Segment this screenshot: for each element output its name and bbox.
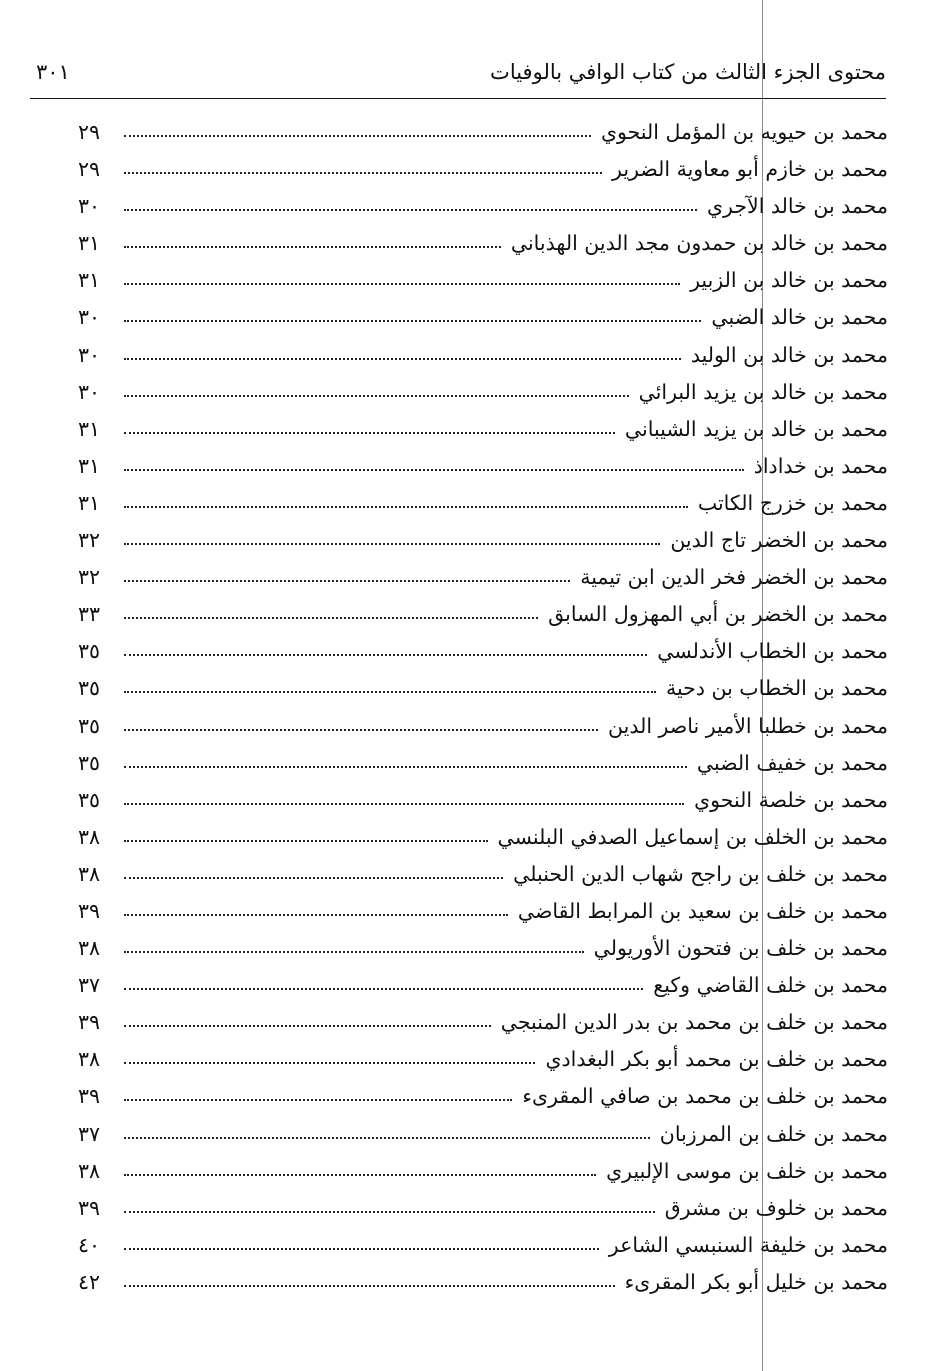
toc-entry-page-number: ٣٥: [78, 639, 101, 664]
toc-dot-leader: [124, 803, 684, 805]
toc-entry-page-number: ٣١: [78, 231, 101, 256]
toc-entry-page-number: ٣٢: [78, 528, 101, 553]
toc-entry-page-number: ٣٩: [78, 1195, 101, 1220]
toc-entry: [78, 157, 888, 194]
toc-entry-name: محمد بن خازم أبو معاوية الضرير: [612, 157, 888, 182]
toc-entry: [78, 862, 888, 899]
toc-dot-leader: [124, 654, 647, 656]
toc-entry-name: محمد بن خلف بن المرزبان: [659, 1121, 888, 1146]
toc-entry-page-number: ٣١: [78, 416, 101, 441]
toc-entry-name: محمد بن خلف بن فتحون الأوريولي: [593, 936, 888, 961]
toc-dot-leader: [124, 691, 656, 693]
toc-dot-leader: [124, 469, 744, 471]
toc-entry-page-number: ٣١: [78, 268, 101, 293]
toc-dot-leader: [124, 840, 488, 842]
toc-dot-leader: [124, 1137, 650, 1139]
toc-entry-name: محمد بن خداداذ: [753, 453, 888, 478]
toc-entry-page-number: ٣١: [78, 490, 101, 515]
toc-dot-leader: [124, 1062, 535, 1064]
toc-entry-name: محمد بن خلف بن محمد أبو بكر البغدادي: [545, 1047, 888, 1072]
toc-entry-name: محمد بن الخضر بن أبي المهزول السابق: [548, 602, 888, 627]
toc-entry: [78, 751, 888, 788]
toc-dot-leader: [124, 246, 501, 248]
toc-dot-leader: [124, 1211, 655, 1213]
toc-dot-leader: [124, 951, 584, 953]
header-title: محتوى الجزء الثالث من كتاب الوافي بالوفيات: [490, 60, 886, 84]
toc-entry-name: محمد بن خلف القاضي وكيع: [653, 973, 888, 998]
toc-entry: [78, 676, 888, 713]
toc-entry-page-number: ٣١: [78, 453, 101, 478]
toc-entry-page-number: ٣٩: [78, 1084, 101, 1109]
toc-entry-page-number: ٣٥: [78, 787, 101, 812]
toc-entry: [78, 825, 888, 862]
toc-entry-name: محمد بن خليل أبو بكر المقرىء: [624, 1269, 888, 1294]
toc-entry-page-number: ٢٩: [78, 120, 101, 144]
toc-dot-leader: [124, 1025, 491, 1027]
header-page-number: ٣٠١: [36, 60, 70, 84]
toc-entry-name: محمد بن الخضر تاج الدين: [670, 528, 888, 553]
toc-entry-page-number: ٣٥: [78, 676, 101, 701]
toc-dot-leader: [124, 1174, 596, 1176]
toc-entry: [78, 268, 888, 305]
toc-dot-leader: [124, 135, 591, 137]
toc-dot-leader: [124, 617, 538, 619]
toc-entry-name: محمد بن حيويه بن المؤمل النحوي: [600, 120, 888, 144]
toc-entry: [78, 343, 888, 380]
toc-entry: [78, 1159, 888, 1196]
toc-entry-name: محمد بن خالد بن حمدون مجد الدين الهذباني: [510, 231, 888, 256]
toc-entry-page-number: ٣٨: [78, 1047, 101, 1072]
toc-entry-page-number: ٣٥: [78, 713, 101, 738]
toc-entry-page-number: ٣٧: [78, 973, 101, 998]
toc-entry: [78, 1196, 888, 1233]
toc-entry-page-number: ٣٣: [78, 602, 101, 627]
toc-entry-page-number: ٢٩: [78, 157, 101, 182]
toc-entry-page-number: ٣٨: [78, 936, 101, 961]
toc-dot-leader: [124, 543, 660, 545]
toc-entry-name: محمد بن خزرج الكاتب: [697, 490, 888, 515]
toc-entry-name: محمد بن خلف بن سعيد بن المرابط القاضي: [517, 898, 888, 923]
toc-entry: [78, 1047, 888, 1084]
toc-entry-page-number: ٣٨: [78, 861, 101, 886]
toc-entry-name: محمد بن خالد بن الزبير: [690, 268, 888, 293]
toc-entry-name: محمد بن الخطاب بن دحية: [665, 676, 888, 701]
toc-entry: [78, 1122, 888, 1159]
toc-entry: [78, 788, 888, 825]
toc-entry-page-number: ٣٨: [78, 1158, 101, 1183]
toc-entry: [78, 194, 888, 231]
toc-dot-leader: [124, 506, 688, 508]
toc-dot-leader: [124, 358, 681, 360]
toc-dot-leader: [124, 172, 602, 174]
toc-dot-leader: [124, 395, 629, 397]
toc-dot-leader: [124, 1099, 512, 1101]
toc-entry-name: محمد بن خطلبا الأمير ناصر الدين: [608, 713, 888, 738]
toc-entry-name: محمد بن خليفة السنبسي الشاعر: [608, 1232, 888, 1257]
toc-entry-page-number: ٣٧: [78, 1121, 101, 1146]
toc-dot-leader: [124, 283, 680, 285]
toc-entry-page-number: ٣٨: [78, 824, 101, 849]
toc-entry-page-number: ٣٢: [78, 565, 101, 590]
toc-dot-leader: [124, 766, 687, 768]
toc-entry-name: محمد بن خالد الآجري: [706, 194, 888, 219]
toc-entry-page-number: ٣٠: [78, 305, 101, 330]
toc-dot-leader: [124, 432, 615, 434]
toc-entry: [78, 899, 888, 936]
page-header: [30, 52, 886, 99]
toc-entry-name: محمد بن الخلف بن إسماعيل الصدفي البلنسي: [497, 824, 888, 849]
toc-entry-name: محمد بن خالد بن الوليد: [690, 342, 888, 367]
toc-entry: [78, 936, 888, 973]
toc-entry-name: محمد بن الخضر فخر الدين ابن تيمية: [580, 565, 888, 590]
toc-dot-leader: [124, 320, 701, 322]
toc-entry: [78, 1233, 888, 1270]
toc-entry-name: محمد بن الخطاب الأندلسي: [657, 639, 888, 664]
toc-entry-page-number: ٣٩: [78, 1010, 101, 1035]
toc-entry: [78, 602, 888, 639]
toc-entry: [78, 380, 888, 417]
toc-entry: [78, 231, 888, 268]
toc-entry-page-number: ٣٠: [78, 379, 101, 404]
toc-entry: [78, 120, 888, 157]
toc-entry-name: محمد بن خلصة النحوي: [694, 787, 888, 812]
toc-dot-leader: [124, 914, 508, 916]
toc-entry-page-number: ٤٢: [78, 1269, 101, 1294]
toc-entry-page-number: ٣٩: [78, 898, 101, 923]
toc-entry: [78, 973, 888, 1010]
toc-entry: [78, 1084, 888, 1121]
toc-dot-leader: [124, 580, 570, 582]
toc-entry-name: محمد بن خلف بن موسى الإلبيري: [606, 1158, 888, 1183]
toc-entry-name: محمد بن خلوف بن مشرق: [664, 1195, 888, 1220]
toc-entry-name: محمد بن خالد الضبي: [711, 305, 888, 330]
toc-dot-leader: [124, 877, 503, 879]
toc-entry-page-number: ٣٥: [78, 750, 101, 775]
toc-entry: [78, 491, 888, 528]
toc-entry: [78, 528, 888, 565]
toc-entry: [78, 1010, 888, 1047]
toc-dot-leader: [124, 209, 697, 211]
toc-entry: [78, 1270, 888, 1307]
toc-dot-leader: [124, 988, 643, 990]
toc-entry-page-number: ٣٠: [78, 194, 101, 219]
toc-dot-leader: [124, 729, 598, 731]
toc-entry-name: محمد بن خفيف الضبي: [696, 750, 888, 775]
toc-entry-name: محمد بن خلف بن راجح شهاب الدين الحنبلي: [513, 861, 888, 886]
toc-entry: [78, 417, 888, 454]
toc-entry-page-number: ٤٠: [78, 1232, 101, 1257]
toc-entry-name: محمد بن خالد بن يزيد الشيباني: [624, 416, 888, 441]
toc-entry-name: محمد بن خلف بن محمد بن صافي المقرىء: [522, 1084, 888, 1109]
toc-entry: [78, 454, 888, 491]
toc-entry-name: محمد بن خالد بن يزيد البرائي: [638, 379, 888, 404]
toc-entry-page-number: ٣٠: [78, 342, 101, 367]
toc-entry-name: محمد بن خلف بن محمد بن بدر الدين المنبجي: [500, 1010, 888, 1035]
toc-entry: [78, 565, 888, 602]
toc-list: [78, 120, 888, 1307]
toc-dot-leader: [124, 1285, 615, 1287]
toc-entry: [78, 639, 888, 676]
toc-entry: [78, 714, 888, 751]
toc-entry: [78, 305, 888, 342]
toc-dot-leader: [124, 1248, 599, 1250]
